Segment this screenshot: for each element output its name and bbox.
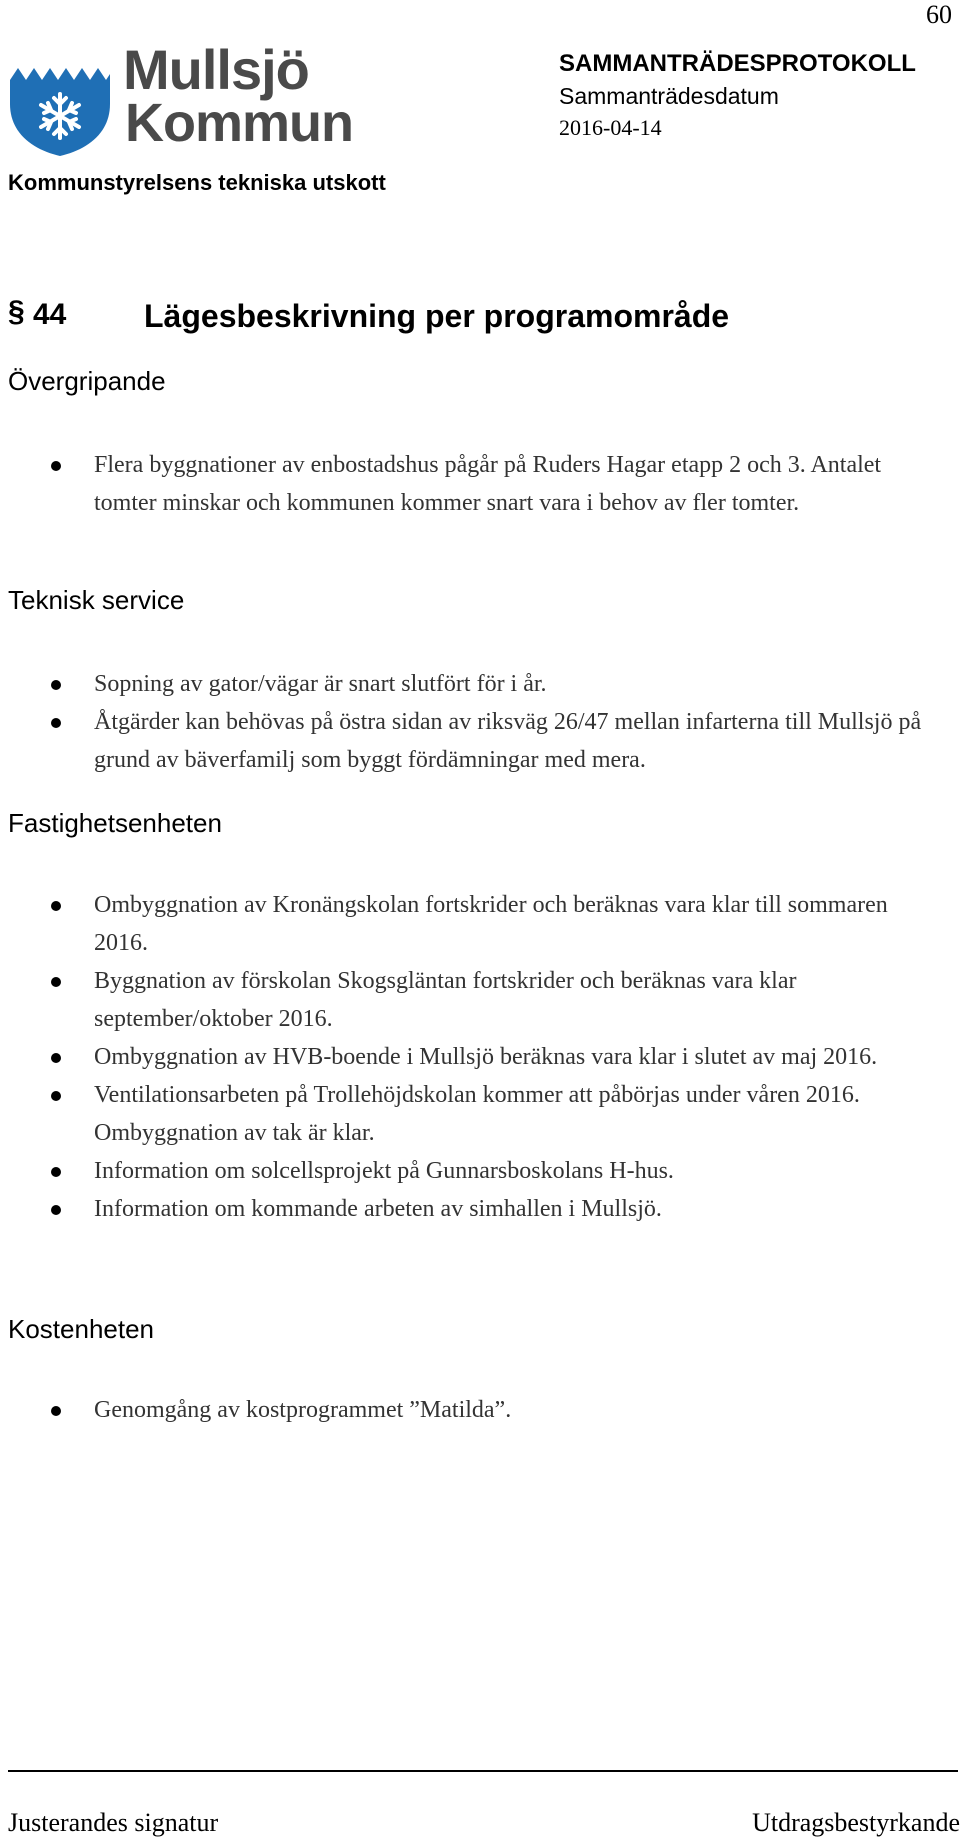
logo-wordmark-line2: Kommun — [125, 93, 353, 153]
list-item: Genomgång av kostprogrammet ”Matilda”. — [0, 1391, 940, 1429]
meeting-date-label: Sammanträdesdatum — [559, 83, 779, 109]
list-item: Flera byggnationer av enbostadshus pågår på Ruders Hagar etapp 2 och 3. Antalet tomter minskar och kommunen kommer snart vara i behov av fler tomter. — [0, 446, 940, 522]
committee-name: Kommunstyrelsens tekniska utskott — [8, 170, 386, 195]
bullet-icon — [51, 718, 61, 728]
group-heading-teknisk-service: Teknisk service — [8, 585, 185, 615]
bullet-icon — [51, 1091, 61, 1101]
bullet-list-overgripande — [0, 446, 940, 522]
snowflake-shield-icon — [10, 48, 110, 156]
list-item: Ombyggnation av Kronängskolan fortskrider och beräknas vara klar till sommaren 2016. — [0, 886, 940, 962]
list-item: Byggnation av förskolan Skogsgläntan fortskrider och beräknas vara klar september/oktober 2016. — [0, 962, 940, 1038]
list-item: Ventilationsarbeten på Trollehöjdskolan kommer att påbörjas under våren 2016. Ombyggnation av tak är klar. — [0, 1076, 940, 1152]
group-heading-overgripande: Övergripande — [8, 366, 166, 396]
list-item: Sopning av gator/vägar är snart slutfört för i år. — [0, 665, 940, 703]
group-heading-kostenheten: Kostenheten — [8, 1314, 155, 1344]
logo-wordmark-line1: Mullsjö — [123, 38, 309, 101]
section-symbol: § — [8, 295, 25, 328]
group-heading-fastighetsenheten: Fastighetsenheten — [8, 808, 222, 838]
list-item: Ombyggnation av HVB-boende i Mullsjö beräknas vara klar i slutet av maj 2016. — [0, 1038, 940, 1076]
bullet-list-teknisk-service — [0, 665, 940, 779]
page-number: 60 — [926, 0, 952, 29]
footer-certification-label: Utdragsbestyrkande — [752, 1808, 960, 1837]
bullet-icon — [51, 1167, 61, 1177]
bullet-icon — [51, 1406, 61, 1416]
bullet-list-kostenheten — [0, 1391, 940, 1429]
section-number: 44 — [33, 298, 67, 331]
bullet-icon — [51, 901, 61, 911]
list-item: Information om kommande arbeten av simhallen i Mullsjö. — [0, 1190, 940, 1228]
document-type: SAMMANTRÄDESPROTOKOLL — [559, 50, 916, 77]
bullet-list-fastighetsenheten — [0, 886, 940, 1228]
bullet-icon — [51, 1053, 61, 1063]
footer-divider — [8, 1770, 958, 1772]
meeting-date-value: 2016-04-14 — [559, 115, 662, 140]
list-item: Information om solcellsprojekt på Gunnarsboskolans H-hus. — [0, 1152, 940, 1190]
bullet-icon — [51, 680, 61, 690]
bullet-icon — [51, 461, 61, 471]
footer-signature-label: Justerandes signatur — [8, 1808, 219, 1837]
bullet-icon — [51, 977, 61, 987]
list-item: Åtgärder kan behövas på östra sidan av riksväg 26/47 mellan infarterna till Mullsjö på grund av bäverfamilj som byggt fördämningar med mera. — [0, 703, 940, 779]
section-title: Lägesbeskrivning per programområde — [144, 298, 730, 334]
bullet-icon — [51, 1205, 61, 1215]
